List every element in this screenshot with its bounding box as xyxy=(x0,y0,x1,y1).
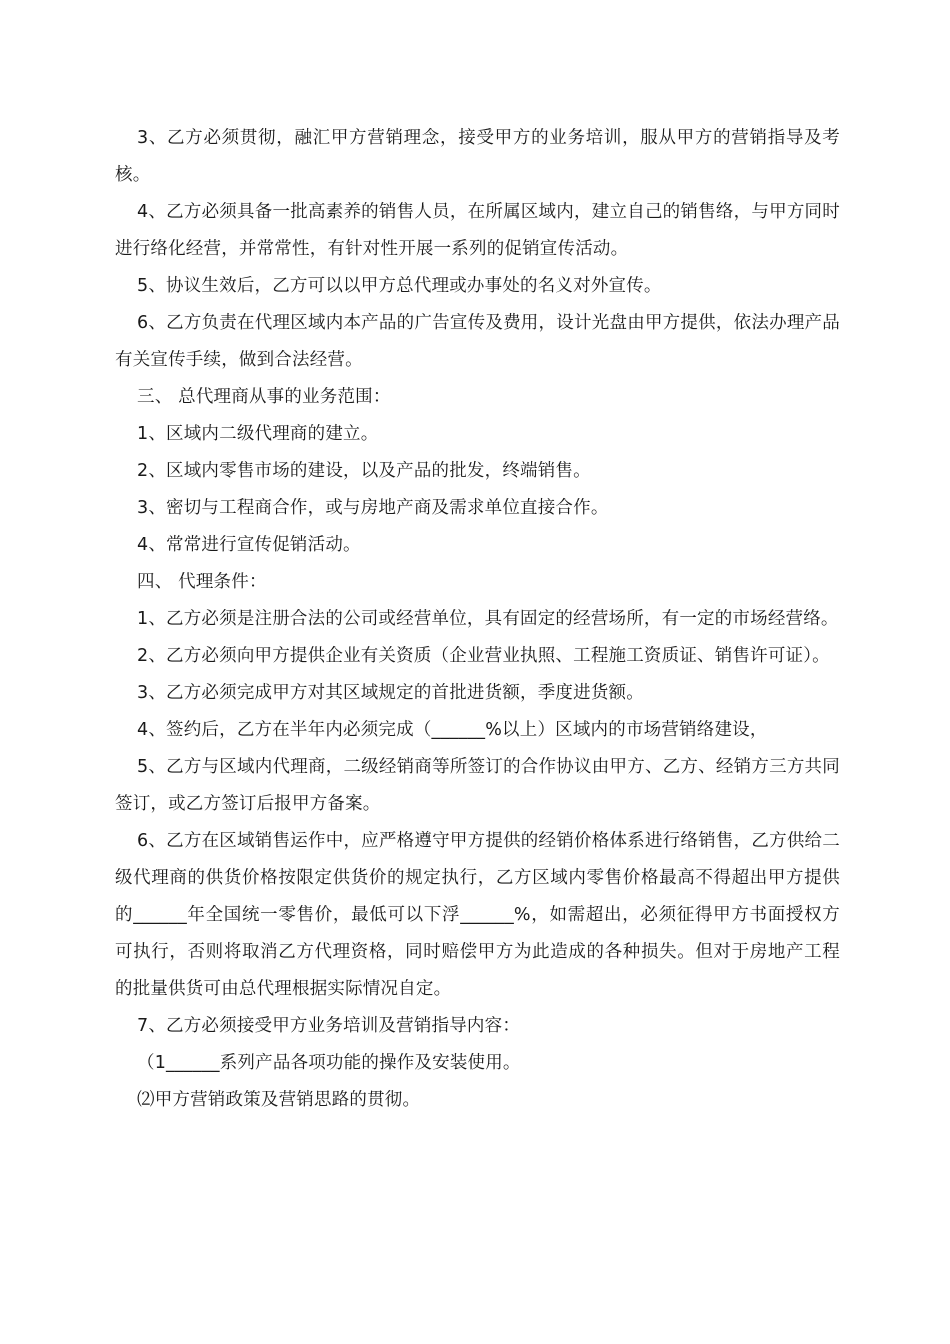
condition-item-6: 6、乙方在区域销售运作中，应严格遵守甲方提供的经销价格体系进行络销售，乙方供给二级代理商的供货价格按限定供货价的规定执行，乙方区域内零售价格最高不得超出甲方提供的______年全国统一零售价，最低可以下浮______%，如需超出，必须征得甲方书面授权方可执行，否则将取消乙方代理资格，同时赔偿甲方为此造成的各种损失。但对于房地产工程的批量供货可由总代理根据实际情况自定。 xyxy=(115,831,840,999)
paragraph-item-6: 6、乙方负责在代理区域内本产品的广告宣传及费用，设计光盘由甲方提供，依法办理产品有关宣传手续，做到合法经营。 xyxy=(115,313,840,370)
paragraph-item-3: 3、乙方必须贯彻，融汇甲方营销理念，接受甲方的业务培训，服从甲方的营销指导及考核。 xyxy=(115,128,840,185)
scope-item-4: 4、常常进行宣传促销活动。 xyxy=(137,535,361,555)
scope-item-3: 3、密切与工程商合作，或与房地产商及需求单位直接合作。 xyxy=(137,498,609,518)
scope-item-1: 1、区域内二级代理商的建立。 xyxy=(137,424,379,444)
section-heading-3: 三、 总代理商从事的业务范围： xyxy=(137,387,391,407)
section-heading-4: 四、 代理条件： xyxy=(137,572,267,592)
paragraph-item-5: 5、协议生效后，乙方可以以甲方总代理或办事处的名义对外宣传。 xyxy=(137,276,662,296)
paragraph-item-4: 4、乙方必须具备一批高素养的销售人员，在所属区域内，建立自己的销售络，与甲方同时进行络化经营，并常常性，有针对性开展一系列的促销宣传活动。 xyxy=(115,202,840,259)
condition-item-2: 2、乙方必须向甲方提供企业有关资质（企业营业执照、工程施工资质证、销售许可证）。 xyxy=(137,646,830,666)
condition-item-4: 4、签约后，乙方在半年内必须完成（______%以上）区域内的市场营销络建设， xyxy=(137,720,768,740)
scope-item-2: 2、区域内零售市场的建设，以及产品的批发，终端销售。 xyxy=(137,461,591,481)
condition-item-3: 3、乙方必须完成甲方对其区域规定的首批进货额，季度进货额。 xyxy=(137,683,644,703)
document-body xyxy=(115,120,840,1119)
training-item-2: ⑵甲方营销政策及营销思路的贯彻。 xyxy=(137,1090,421,1110)
training-item-1: （1______系列产品各项功能的操作及安装使用。 xyxy=(137,1053,521,1073)
condition-item-7: 7、乙方必须接受甲方业务培训及营销指导内容： xyxy=(137,1016,521,1036)
condition-item-5: 5、乙方与区域内代理商，二级经销商等所签订的合作协议由甲方、乙方、经销方三方共同签订，或乙方签订后报甲方备案。 xyxy=(115,757,840,814)
condition-item-1: 1、乙方必须是注册合法的公司或经营单位，具有固定的经营场所，有一定的市场经营络。 xyxy=(137,609,839,629)
